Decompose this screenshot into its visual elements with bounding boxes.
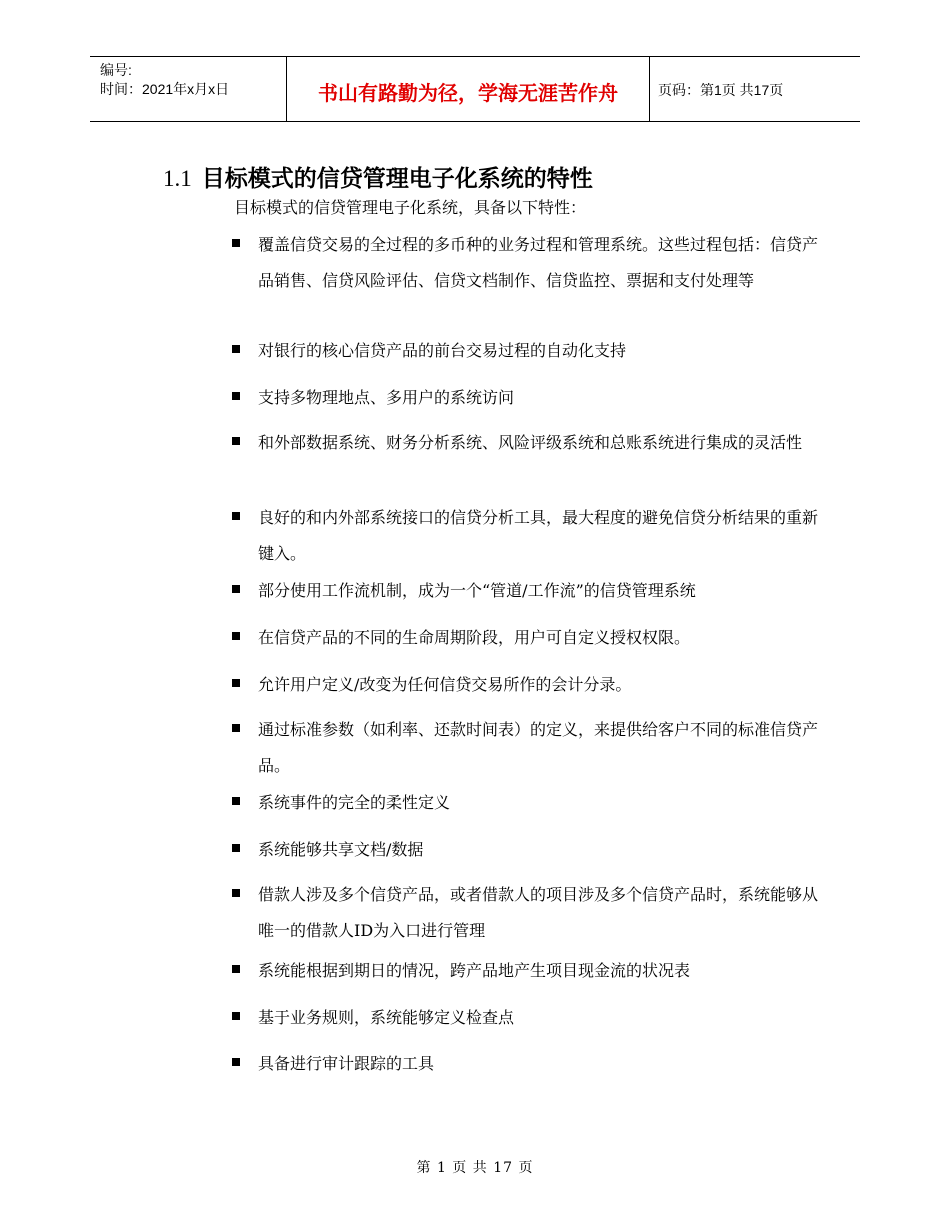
square-bullet-icon [232, 679, 240, 687]
number-label: 编号: [100, 62, 132, 78]
header-motto: 书山有路勤为径，学海无涯苦作舟 [287, 57, 650, 121]
list-item: 系统事件的完全的柔性定义 [232, 785, 822, 821]
section-title: 目标模式的信贷管理电子化系统的特性 [201, 166, 593, 192]
list-item: 允许用户定义/改变为任何信贷交易所作的会计分录。 [232, 667, 822, 703]
square-bullet-icon [232, 345, 240, 353]
square-bullet-icon [232, 889, 240, 897]
page-footer: 第 1 页 共 17 页 [416, 1160, 534, 1176]
square-bullet-icon [232, 239, 240, 247]
list-item: 支持多物理地点、多用户的系统访问 [232, 380, 822, 416]
list-item: 基于业务规则，系统能够定义检查点 [232, 1000, 822, 1036]
square-bullet-icon [232, 392, 240, 400]
list-item: 良好的和内外部系统接口的信贷分析工具，最大程度的避免信贷分析结果的重新键入。 [232, 500, 822, 572]
list-item: 在信贷产品的不同的生命周期阶段，用户可自定义授权权限。 [232, 620, 822, 656]
square-bullet-icon [232, 965, 240, 973]
list-item: 具备进行审计跟踪的工具 [232, 1046, 822, 1082]
list-item: 系统能够共享文档/数据 [232, 832, 822, 868]
header-page-info: 页码：第1页 共17页 [658, 82, 784, 98]
list-item: 部分使用工作流机制，成为一个“管道/工作流”的信贷管理系统 [232, 573, 822, 609]
square-bullet-icon [232, 512, 240, 520]
square-bullet-icon [232, 724, 240, 732]
square-bullet-icon [232, 437, 240, 445]
list-item: 借款人涉及多个信贷产品，或者借款人的项目涉及多个信贷产品时，系统能够从唯一的借款人ID为入口进行管理 [232, 877, 822, 949]
time-label: 时间：2021年x月x日 [100, 81, 230, 97]
list-item: 对银行的核心信贷产品的前台交易过程的自动化支持 [232, 333, 822, 369]
page-header [90, 56, 860, 122]
square-bullet-icon [232, 585, 240, 593]
list-item: 通过标准参数（如利率、还款时间表）的定义，来提供给客户不同的标准信贷产品。 [232, 712, 822, 784]
section-number: 1.1 [163, 166, 192, 191]
square-bullet-icon [232, 632, 240, 640]
square-bullet-icon [232, 844, 240, 852]
list-item: 和外部数据系统、财务分析系统、风险评级系统和总账系统进行集成的灵活性 [232, 425, 822, 461]
list-item: 覆盖信贷交易的全过程的多币种的业务过程和管理系统。这些过程包括：信贷产品销售、信贷风险评估、信贷文档制作、信贷监控、票据和支付处理等 [232, 227, 822, 299]
square-bullet-icon [232, 1058, 240, 1066]
header-meta [90, 57, 287, 121]
section-intro: 目标模式的信贷管理电子化系统，具备以下特性： [234, 198, 587, 217]
section-heading [163, 160, 593, 193]
list-item: 系统能根据到期日的情况，跨产品地产生项目现金流的状况表 [232, 953, 822, 989]
square-bullet-icon [232, 797, 240, 805]
square-bullet-icon [232, 1012, 240, 1020]
